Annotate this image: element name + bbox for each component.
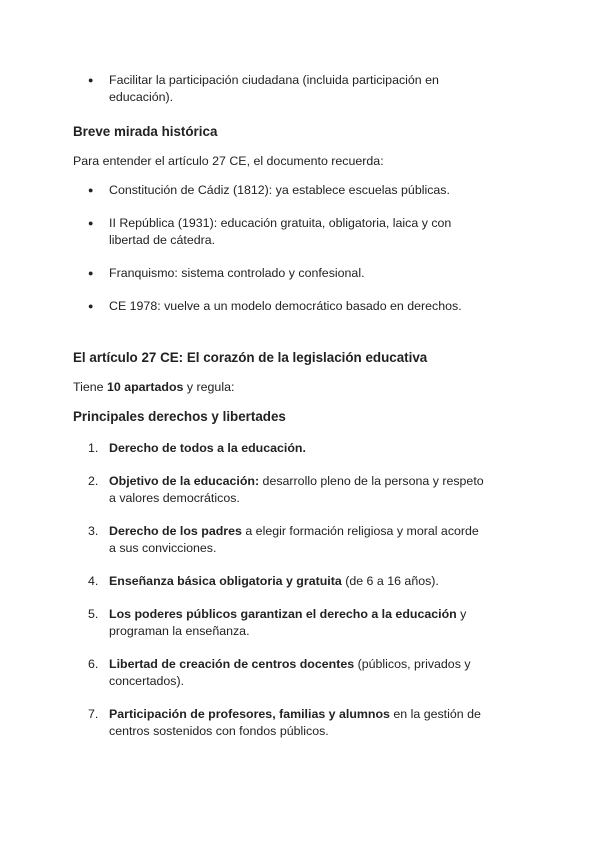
item-text bbox=[109, 473, 488, 506]
item-number: 3. bbox=[88, 524, 99, 538]
item-number: 4. bbox=[88, 574, 99, 588]
item-text bbox=[109, 573, 488, 590]
item-number: 1. bbox=[88, 441, 99, 455]
item-number: 5. bbox=[88, 607, 99, 621]
item-text bbox=[109, 523, 488, 556]
item-number: 6. bbox=[88, 657, 99, 671]
bullet-icon: ● bbox=[88, 268, 94, 278]
item-text bbox=[109, 706, 488, 739]
intro-prefix: Tiene bbox=[73, 380, 107, 394]
item-rest: desarrollo pleno de la persona y respeto a valores democráticos. bbox=[109, 474, 484, 505]
item-rest: y programan la enseñanza. bbox=[109, 607, 467, 638]
section-intro bbox=[73, 379, 540, 396]
section-heading-historia: Breve mirada histórica bbox=[73, 124, 218, 139]
item-bold: Libertad de creación de centros docentes bbox=[109, 657, 355, 671]
subsection-heading: Principales derechos y libertades bbox=[73, 409, 286, 424]
intro-bold: 10 apartados bbox=[106, 380, 184, 394]
section-intro: Para entender el artículo 27 CE, el documento recuerda: bbox=[73, 154, 384, 168]
section-heading-articulo27: El artículo 27 CE: El corazón de la legislación educativa bbox=[73, 350, 428, 365]
item-text bbox=[109, 606, 488, 639]
item-bold: Derecho de los padres bbox=[109, 524, 242, 538]
list-item-text: II República (1931): educación gratuita, obligatoria, laica y con libertad de cátedra. bbox=[109, 216, 452, 247]
bullet-icon: ● bbox=[88, 185, 94, 195]
item-bold: Los poderes públicos garantizan el derecho a la educación bbox=[109, 607, 457, 621]
list-item-text: Facilitar la participación ciudadana (incluida participación en educación). bbox=[109, 73, 439, 104]
item-rest: (de 6 a 16 años). bbox=[341, 574, 439, 588]
item-bold: Objetivo de la educación: bbox=[109, 474, 260, 488]
item-bold: Enseñanza básica obligatoria y gratuita bbox=[109, 574, 342, 588]
intro-suffix: y regula: bbox=[183, 380, 235, 394]
item-number: 2. bbox=[88, 474, 99, 488]
bullet-icon: ● bbox=[88, 75, 94, 85]
item-bold: Derecho de todos a la educación. bbox=[109, 441, 306, 455]
list-item-text: Constitución de Cádiz (1812): ya establece escuelas públicas. bbox=[109, 183, 450, 197]
item-bold: Participación de profesores, familias y alumnos bbox=[109, 707, 390, 721]
item-rest: a elegir formación religiosa y moral acorde a sus convicciones. bbox=[109, 524, 479, 555]
item-text bbox=[109, 440, 488, 457]
bullet-icon: ● bbox=[88, 301, 94, 311]
item-rest: en la gestión de centros sostenidos con fondos públicos. bbox=[109, 707, 481, 738]
list-item-text: CE 1978: vuelve a un modelo democrático basado en derechos. bbox=[109, 299, 462, 313]
bullet-icon: ● bbox=[88, 218, 94, 228]
item-text bbox=[109, 656, 488, 689]
item-rest: (públicos, privados y concertados). bbox=[109, 657, 471, 688]
item-number: 7. bbox=[88, 707, 99, 721]
list-item-text: Franquismo: sistema controlado y confesional. bbox=[109, 266, 365, 280]
